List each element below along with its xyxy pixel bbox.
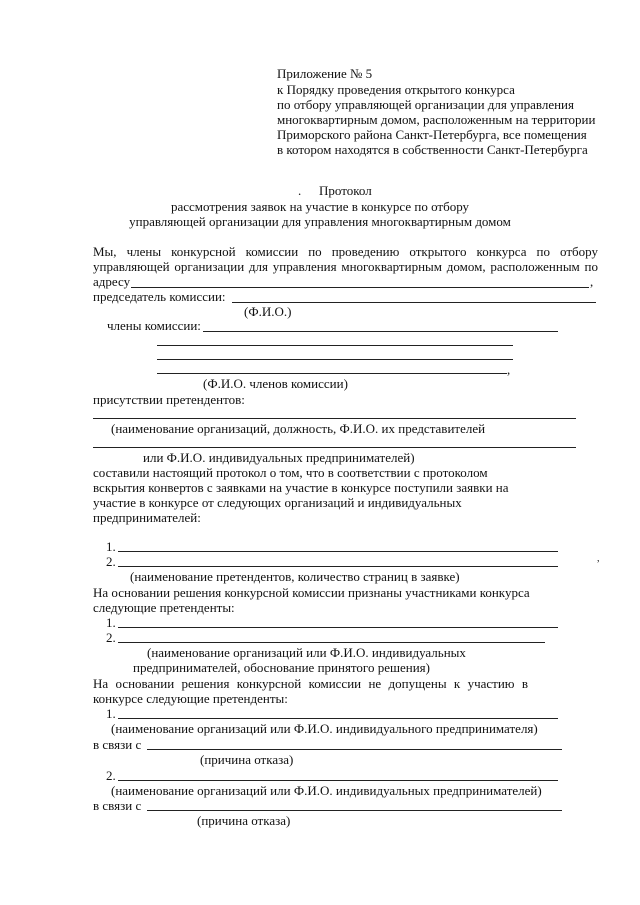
admitted-field-line[interactable]: [118, 627, 558, 628]
address-label: адресу: [93, 274, 131, 289]
reason-caption: (причина отказа): [200, 752, 294, 767]
compiled-line: предпринимателей:: [93, 510, 201, 525]
members-label: члены комиссии:: [107, 318, 201, 333]
rejected-line: конкурсе следующие претенденты:: [93, 691, 288, 706]
members-caption: (Ф.И.О. членов комиссии): [203, 376, 348, 391]
rejected-field-line[interactable]: [118, 718, 558, 719]
rejected-number: 1.: [106, 706, 116, 721]
title-dot: .: [298, 183, 302, 198]
admitted-number: 2.: [106, 630, 116, 645]
chair-field-line[interactable]: [232, 302, 596, 303]
chair-caption: (Ф.И.О.): [244, 304, 292, 319]
address-field-line[interactable]: [131, 287, 589, 288]
admitted-caption: (наименование организаций или Ф.И.О. индивидуальных: [147, 645, 466, 660]
applicants-caption: (наименование претендентов, количество страниц в заявке): [130, 569, 460, 584]
rejected-caption: (наименование организаций или Ф.И.О. индивидуального предпринимателя): [111, 721, 538, 736]
admitted-caption: предпринимателей, обоснование принятого решения): [133, 660, 430, 675]
compiled-line: составили настоящий протокол о том, что в соответствии с протоколом: [93, 465, 488, 480]
reason-field-line[interactable]: [147, 749, 562, 750]
compiled-line: вскрытия конвертов с заявками на участие в конкурсе поступили заявки на: [93, 480, 509, 495]
admitted-line: На основании решения конкурсной комиссии признаны участниками конкурса: [93, 585, 530, 600]
admitted-field-line[interactable]: [118, 642, 545, 643]
appendix-line: Приморского района Санкт-Петербурга, все помещения: [277, 127, 587, 142]
chair-label: председатель комиссии:: [93, 289, 226, 304]
member-field-line[interactable]: [157, 345, 513, 346]
address-comma: ,: [590, 274, 594, 289]
reason-label: в связи с: [93, 798, 142, 813]
appendix-line: к Порядку проведения открытого конкурса: [277, 82, 515, 97]
reason-field-line[interactable]: [147, 810, 562, 811]
document-subtitle: управляющей организации для управления многоквартирным домом: [129, 214, 511, 229]
member-field-line[interactable]: [203, 331, 558, 332]
member-field-line[interactable]: [157, 359, 513, 360]
members-comma: ,: [507, 362, 511, 377]
rejected-field-line[interactable]: [118, 780, 558, 781]
presence-label: присутствии претендентов:: [93, 392, 245, 407]
rejected-number: 2.: [106, 768, 116, 783]
appendix-line: по отбору управляющей организации для управления: [277, 97, 574, 112]
presence-caption: (наименование организаций, должность, Ф.И.О. их представителей: [111, 421, 486, 436]
reason-caption: (причина отказа): [197, 813, 291, 828]
compiled-line: участие в конкурсе от следующих организаций и индивидуальных: [93, 495, 462, 510]
margin-mark: ,: [597, 553, 600, 564]
intro-line: Мы, члены конкурсной комиссии по проведению открытого конкурса по отбору: [93, 244, 598, 259]
admitted-line: следующие претенденты:: [93, 600, 235, 615]
applicant-number: 2.: [106, 554, 116, 569]
member-field-line[interactable]: [157, 373, 507, 374]
document-subtitle: рассмотрения заявок на участие в конкурсе по отбору: [170, 199, 470, 214]
applicant-number: 1.: [106, 539, 116, 554]
admitted-number: 1.: [106, 615, 116, 630]
appendix-line: в котором находятся в собственности Санкт-Петербурга: [277, 142, 588, 157]
presence-caption: или Ф.И.О. индивидуальных предпринимателей): [143, 450, 415, 465]
rejected-line: На основании решения конкурсной комиссии не допущены к участию в: [93, 676, 528, 691]
appendix-line: многоквартирным домом, расположенным на территории: [277, 112, 596, 127]
applicant-field-line[interactable]: [118, 566, 558, 567]
presence-field-line[interactable]: [93, 447, 576, 448]
presence-field-line[interactable]: [93, 418, 576, 419]
reason-label: в связи с: [93, 737, 142, 752]
document-title: Протокол: [319, 183, 372, 198]
intro-line: управляющей организации для управления многоквартирным домом, расположенным по: [93, 259, 598, 274]
rejected-caption: (наименование организаций или Ф.И.О. индивидуальных предпринимателей): [111, 783, 542, 798]
appendix-number: Приложение № 5: [277, 66, 373, 81]
applicant-field-line[interactable]: [118, 551, 558, 552]
